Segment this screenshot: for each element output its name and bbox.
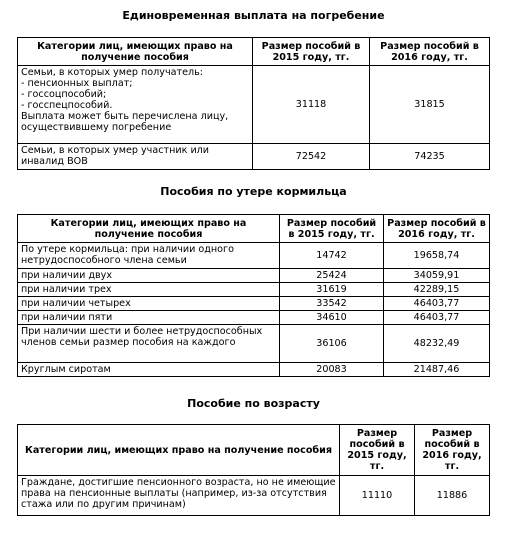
table-row: [18, 66, 490, 144]
table-row: [18, 243, 490, 269]
header-2016: Размер пособий в 2016 году, тг.: [370, 38, 490, 66]
age-table: [17, 424, 490, 516]
table-row: [18, 283, 490, 297]
value-2015-cell: 20083: [280, 363, 384, 377]
category-cell: Граждане, достигшие пенсионного возраста, но не имеющие права на пенсионные выплаты (например, из-за отсутствия стажа или по другим причинам): [18, 476, 340, 516]
value-2015-cell: 36106: [280, 325, 384, 363]
table-row: [18, 363, 490, 377]
header-category: Категории лиц, имеющих право на получение пособия: [18, 38, 253, 66]
table-row: [18, 325, 490, 363]
header-category: Категории лиц, имеющих право на получение пособия: [18, 425, 340, 476]
value-2016-cell: 46403,77: [384, 297, 490, 311]
value-2016-cell: 48232,49: [384, 325, 490, 363]
value-2016-cell: 74235: [370, 144, 490, 170]
category-cell: При наличии шести и более нетрудоспособных членов семьи размер пособия на каждого: [18, 325, 280, 363]
category-cell: По утере кормильца: при наличии одного нетрудоспособного члена семьи: [18, 243, 280, 269]
value-2015-cell: 72542: [253, 144, 370, 170]
table-header-row: [18, 38, 490, 66]
value-2016-cell: 21487,46: [384, 363, 490, 377]
value-2016-cell: 19658,74: [384, 243, 490, 269]
section-title-survivor: Пособия по утере кормильца: [160, 185, 347, 198]
table-row: [18, 269, 490, 283]
category-cell: при наличии пяти: [18, 311, 280, 325]
category-cell: при наличии четырех: [18, 297, 280, 311]
table-header-row: [18, 425, 490, 476]
table-row: [18, 311, 490, 325]
section-title-burial: Единовременная выплата на погребение: [122, 9, 385, 22]
value-2015-cell: 14742: [280, 243, 384, 269]
value-2015-cell: 31118: [253, 66, 370, 144]
value-2016-cell: 42289,15: [384, 283, 490, 297]
category-cell: Семьи, в которых умер получатель: - пенсионных выплат; - госсоцпособий; - госспецпособий. Выплата может быть перечислена лицу, осуществившему погребение: [18, 66, 253, 144]
header-2015: Размер пособий в 2015 году, тг.: [340, 425, 415, 476]
category-cell: при наличии двух: [18, 269, 280, 283]
value-2016-cell: 31815: [370, 66, 490, 144]
value-2015-cell: 33542: [280, 297, 384, 311]
header-2016: Размер пособий в 2016 году, тг.: [415, 425, 490, 476]
section-title-age: Пособие по возрасту: [187, 397, 320, 410]
table-row: [18, 144, 490, 170]
value-2015-cell: 31619: [280, 283, 384, 297]
category-cell: при наличии трех: [18, 283, 280, 297]
value-2015-cell: 25424: [280, 269, 384, 283]
table-row: [18, 476, 490, 516]
value-2016-cell: 46403,77: [384, 311, 490, 325]
header-category: Категории лиц, имеющих право на получение пособия: [18, 215, 280, 243]
header-2015: Размер пособий в 2015 году, тг.: [280, 215, 384, 243]
survivor-table: [17, 214, 490, 377]
value-2016-cell: 11886: [415, 476, 490, 516]
value-2016-cell: 34059,91: [384, 269, 490, 283]
category-cell: Круглым сиротам: [18, 363, 280, 377]
value-2015-cell: 34610: [280, 311, 384, 325]
header-2016: Размер пособий в 2016 году, тг.: [384, 215, 490, 243]
burial-table: [17, 37, 490, 170]
value-2015-cell: 11110: [340, 476, 415, 516]
table-row: [18, 297, 490, 311]
table-header-row: [18, 215, 490, 243]
header-2015: Размер пособий в 2015 году, тг.: [253, 38, 370, 66]
category-cell: Семьи, в которых умер участник или инвалид ВОВ: [18, 144, 253, 170]
